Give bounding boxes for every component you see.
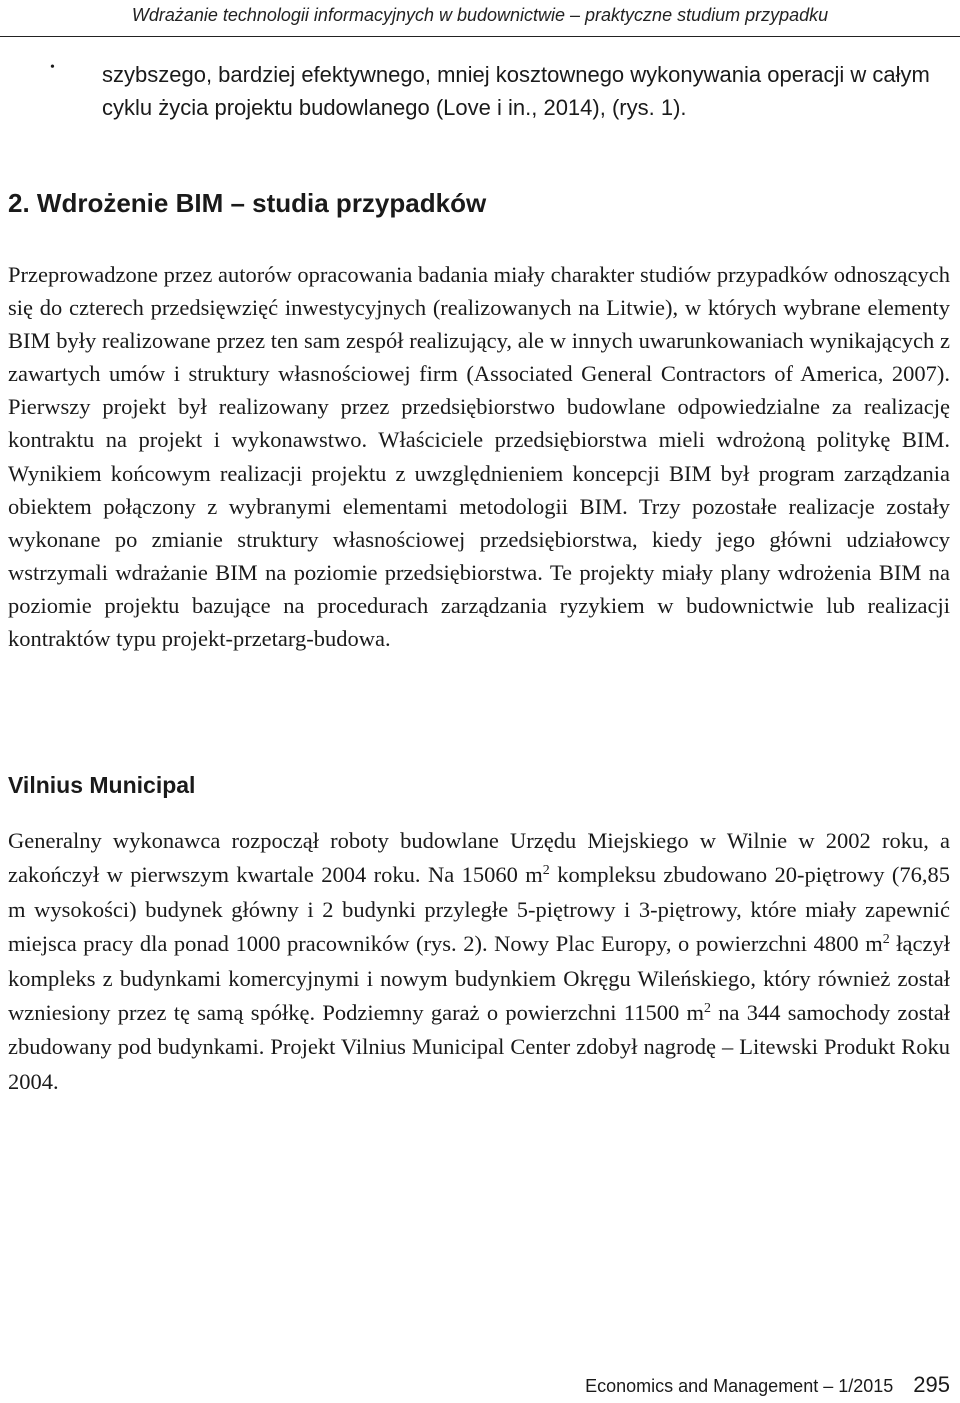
superscript: 2: [542, 863, 550, 879]
subsection-heading: Vilnius Municipal: [8, 772, 196, 798]
running-footer: [585, 1372, 950, 1403]
paragraph-text: Generalny wykonawca rozpoczął roboty budowlane Urzędu Miejskiego w Wilnie w 2002 roku, a zakończył w pierwszym kwartale 2004 roku. Na 15060 m: [8, 828, 950, 888]
superscript: 2: [703, 1001, 711, 1017]
page-number: 295: [913, 1372, 950, 1397]
subsection-paragraph: [8, 824, 950, 1099]
journal-reference: Economics and Management – 1/2015: [585, 1376, 894, 1396]
bullet-text: szybszego, bardziej efektywnego, mniej kosztownego wykonywania operacji w całym cyklu życia projektu budowlanego (Love i in., 2014), (rys. 1).: [102, 62, 930, 120]
running-header: Wdrażanie technologii informacyjnych w budownictwie – praktyczne studium przypadku: [0, 0, 960, 37]
bullet-icon: •: [50, 60, 55, 75]
bullet-item: [50, 58, 940, 124]
paragraph-text: kompleksu zbudowano 20-piętrowy (76,85 m wysokości) budynek główny i 2 budynki przyległe 5-piętrowy i 3-piętrowy, które miały zapewnić miejsca pracy dla ponad 1000 pracowników (rys. 2). Nowy Plac Europy, o powierzchni 4800 m: [8, 862, 950, 957]
section-heading: 2. Wdrożenie BIM – studia przypadków: [8, 188, 487, 218]
paragraph-text: łączył kompleks z budynkami komercyjnymi i nowym budynkiem Okręgu Wileńskiego, który również został wzniesiony przez tę samą spółkę. Podziemny garaż o powierzchni 11500 m: [8, 931, 951, 1026]
section-paragraph: Przeprowadzone przez autorów opracowania badania miały charakter studiów przypadków odnoszących się do czterech przedsięwzięć inwestycyjnych (realizowanych na Litwie), w których wybrane elementy BIM były realizowane przez ten sam zespół realizujący, ale w innych uwarunkowaniach wynikających z zawartych umów i struktury własnościowej firm (Associated General Contractors of America, 2007). Pierwszy projekt był realizowany przez przedsiębiorstwo budowlane odpowiedzialne za realizację kontraktu na projekt i wykonawstwo. Właściciele przedsiębiorstwa mieli wdrożoną politykę BIM. Wynikiem końcowym realizacji projektu z uwzględnieniem koncepcji BIM był program zarządzania obiektem połączony z wybranymi elementami metodologii BIM. Trzy pozostałe realizacje zostały wykonane po zmianie struktury własnościowej przedsiębiorstwa, kiedy jego główni udziałowcy wstrzymali wdrażanie BIM na poziomie przedsiębiorstwa. Te projekty miały plany wdrożenia BIM na poziomie projektu bazujące na procedurach zarządzania ryzykiem w budownictwie lub realizacji kontraktów typu projekt-przetarg-budowa.: [8, 262, 950, 652]
paragraph-text: na 344 samochody został zbudowany pod budynkami. Projekt Vilnius Municipal Center zdobył nagrodę – Litewski Produkt Roku 2004.: [8, 1000, 950, 1094]
superscript: 2: [882, 932, 890, 948]
